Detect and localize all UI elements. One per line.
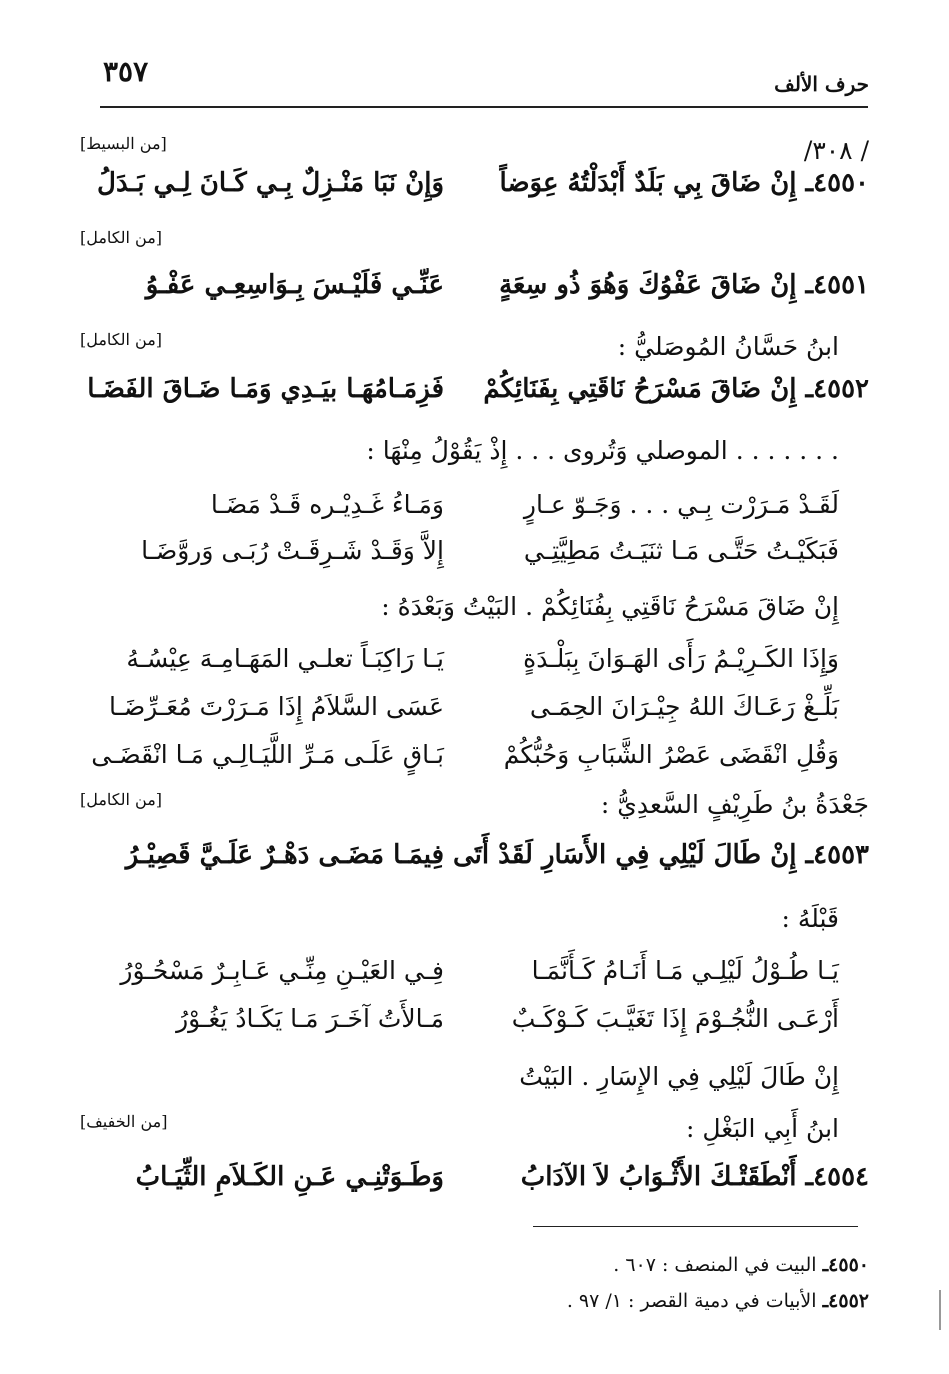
meter-label: [من الكامل] xyxy=(80,790,163,809)
verse-number: ٤٥٥٠ـ xyxy=(805,168,869,198)
verse-text: إِنْ طَالَ لَيْلِي فِي الأَسَارِ لَقَدْ أَتَى xyxy=(453,840,797,870)
footnote-text: الأبيات في دمية القصر : ١/ ٩٧ . xyxy=(566,1290,817,1312)
meter-label: [من البسيط] xyxy=(80,134,167,153)
footnote xyxy=(567,1290,869,1312)
verse-4553-second-hemistich: فِيمَـا مَضَـى دَهْـرٌ عَلَـيَّ قَصِيْـرُ xyxy=(125,840,444,870)
scan-edge-mark xyxy=(939,1290,941,1330)
meter-label: [من الخفيف] xyxy=(80,1112,168,1131)
commentary-line: إِنْ ضَاقَ مَسْرَحُ نَاقَتِي بِفُنَائِكُمْ . البَيْتُ وَبَعْدَهُ : xyxy=(381,592,839,621)
verse-number: ٤٥٥٤ـ xyxy=(805,1162,869,1192)
footnote-rule xyxy=(533,1226,858,1227)
quoted-verse-first-hemistich: يَـا طُـوْلُ لَيْلِـي مَـا أَنَـامُ كَـأَنَّمَـا xyxy=(531,956,839,985)
quoted-verse-first-hemistich: وَقُلِ انْقَضَى عَصْرُ الشَّبَابِ وَحُبُّكُمْ xyxy=(503,740,839,769)
verse-4550-first-hemistich xyxy=(500,168,869,198)
verse-number: ٤٥٥٢ـ xyxy=(805,374,869,404)
poet-name: ابنُ حَسَّانُ المُوصَليُّ : xyxy=(617,332,839,361)
verse-4552-second-hemistich: فَزِمَـامُهَـا بيَـدِي وَمَـا ضَـاقَ الفَضَـا xyxy=(87,374,444,404)
meter-label: [من الكامل] xyxy=(80,330,163,349)
verse-4553-first-hemistich xyxy=(453,840,869,870)
verse-4551-first-hemistich xyxy=(499,270,869,300)
verse-text: إِنْ ضَاقَ بِي بَلَدٌ أَبْدَلْتُهُ عِوَضاً xyxy=(499,168,797,198)
footnote-number: ٤٥٥٠ـ xyxy=(822,1254,869,1276)
footnote xyxy=(613,1254,869,1276)
verse-4550-second-hemistich: وَإِنْ نَبَا مَنْـزِلٌ بِـي كَـانَ لِـي بَـدَلُ xyxy=(97,168,444,198)
quoted-verse-second-hemistich: مَـالأَتُ آخَـرَ مَـا يَكَـادُ يَغُـوْرُ xyxy=(176,1004,444,1033)
quoted-verse-second-hemistich: بَـاقٍ عَلَـى مَـرِّ اللَّيَـالِـي مَـا انْقَضَـى xyxy=(91,740,444,769)
poet-name: جَعْدَةُ بنُ طَرِيْفٍ السَّعدِيُّ : xyxy=(600,790,869,819)
quoted-verse-first-hemistich: فَبَكَيْـتُ حَتَّـى مَـا ثنَيَـتُ مَطِيَّتِـي xyxy=(523,536,839,565)
verse-number: ٤٥٥٣ـ xyxy=(805,840,869,870)
quoted-verse-second-hemistich: وَمَـاءُ غَـدِيْـره قَـدْ مَضَـا xyxy=(210,490,444,519)
verse-4554-first-hemistich xyxy=(521,1162,869,1192)
footnote-number: ٤٥٥٢ـ xyxy=(822,1290,869,1312)
verse-text: إِنْ ضَاقَ عَفْوُكَ وَهُوَ ذُو سِعَةٍ xyxy=(499,270,797,300)
quoted-verse-first-hemistich: وَإِذَا الكَـرِيْـمُ رَأَى الهَـوَانَ بِبَلْـدَةٍ xyxy=(523,644,839,673)
quoted-verse-first-hemistich: بَلِّـغْ رَعَـاكَ اللهُ جِيْـرَانَ الحِمَـى xyxy=(529,692,839,721)
page-number: ٣٥٧ xyxy=(103,55,149,88)
reference-marker: / ٣٠٨/ xyxy=(803,136,869,165)
verse-4554-second-hemistich: وَطَـوَتْنِـي عَـنِ الكَـلاَمِ الثِّيَـابُ xyxy=(135,1162,444,1192)
poet-name: ابنُ أَبِي البَغْلِ : xyxy=(685,1114,839,1143)
verse-text: إِنْ ضَاقَ مَسْرَحُ نَاقَتِي بِفَنَائِكُمْ xyxy=(483,374,797,404)
verse-4551-second-hemistich: عَنِّـي فَلَيْـسَ بِـوَاسِعِـي عَفْـوُ xyxy=(145,270,444,300)
quoted-verse-second-hemistich: فِـي العَيْـنِ مِنِّـي عَـابِـرٌ مَسْحُـوْرُ xyxy=(120,956,444,985)
quoted-verse-second-hemistich: يَـا رَاكِبَـاً تعلـي المَهَـامِـهَ عِيْسُـهُ xyxy=(126,644,444,673)
verse-4552-first-hemistich xyxy=(483,374,869,404)
commentary-line: . . . . . . . الموصلي وَتُروى . . . إِذْ يَقُوْلُ مِنْهَا : xyxy=(366,436,839,465)
verse-number: ٤٥٥١ـ xyxy=(805,270,869,300)
footnote-text: البيت في المنصف : ٦٠٧ . xyxy=(613,1254,817,1276)
running-head: حرف الألف xyxy=(774,72,869,96)
meter-label: [من الكامل] xyxy=(80,228,163,247)
quoted-verse-second-hemistich: عَسَى السَّلاَمُ إِذَا مَـرَرْتَ مُعَـرِّضَـا xyxy=(109,692,444,721)
verse-text: أَنْطَقَتْـكَ الأَثْـوَابُ لاَ الآدَابُ xyxy=(520,1162,797,1192)
quoted-verse-first-hemistich: أَرْعَـى النُّجُـوْمَ إِذَا تَغَيَّـبَ كَـوْكَـبٌ xyxy=(511,1004,839,1033)
header-rule xyxy=(100,106,868,108)
quoted-verse-second-hemistich: إِلاَّ وَقَـدْ شَـرِقَـتْ رُبَـى وَروَّضَـا xyxy=(141,536,444,565)
commentary-line: إِنْ طَالَ لَيْلِي فِي الإِسَارِ . البَيْتُ xyxy=(519,1062,839,1091)
commentary-line: قَبْلَهُ : xyxy=(781,904,839,933)
quoted-verse-first-hemistich: لَقَـدْ مَـرَرْت بِـي . . . وَجَـوّ عـارٍ xyxy=(523,490,839,519)
